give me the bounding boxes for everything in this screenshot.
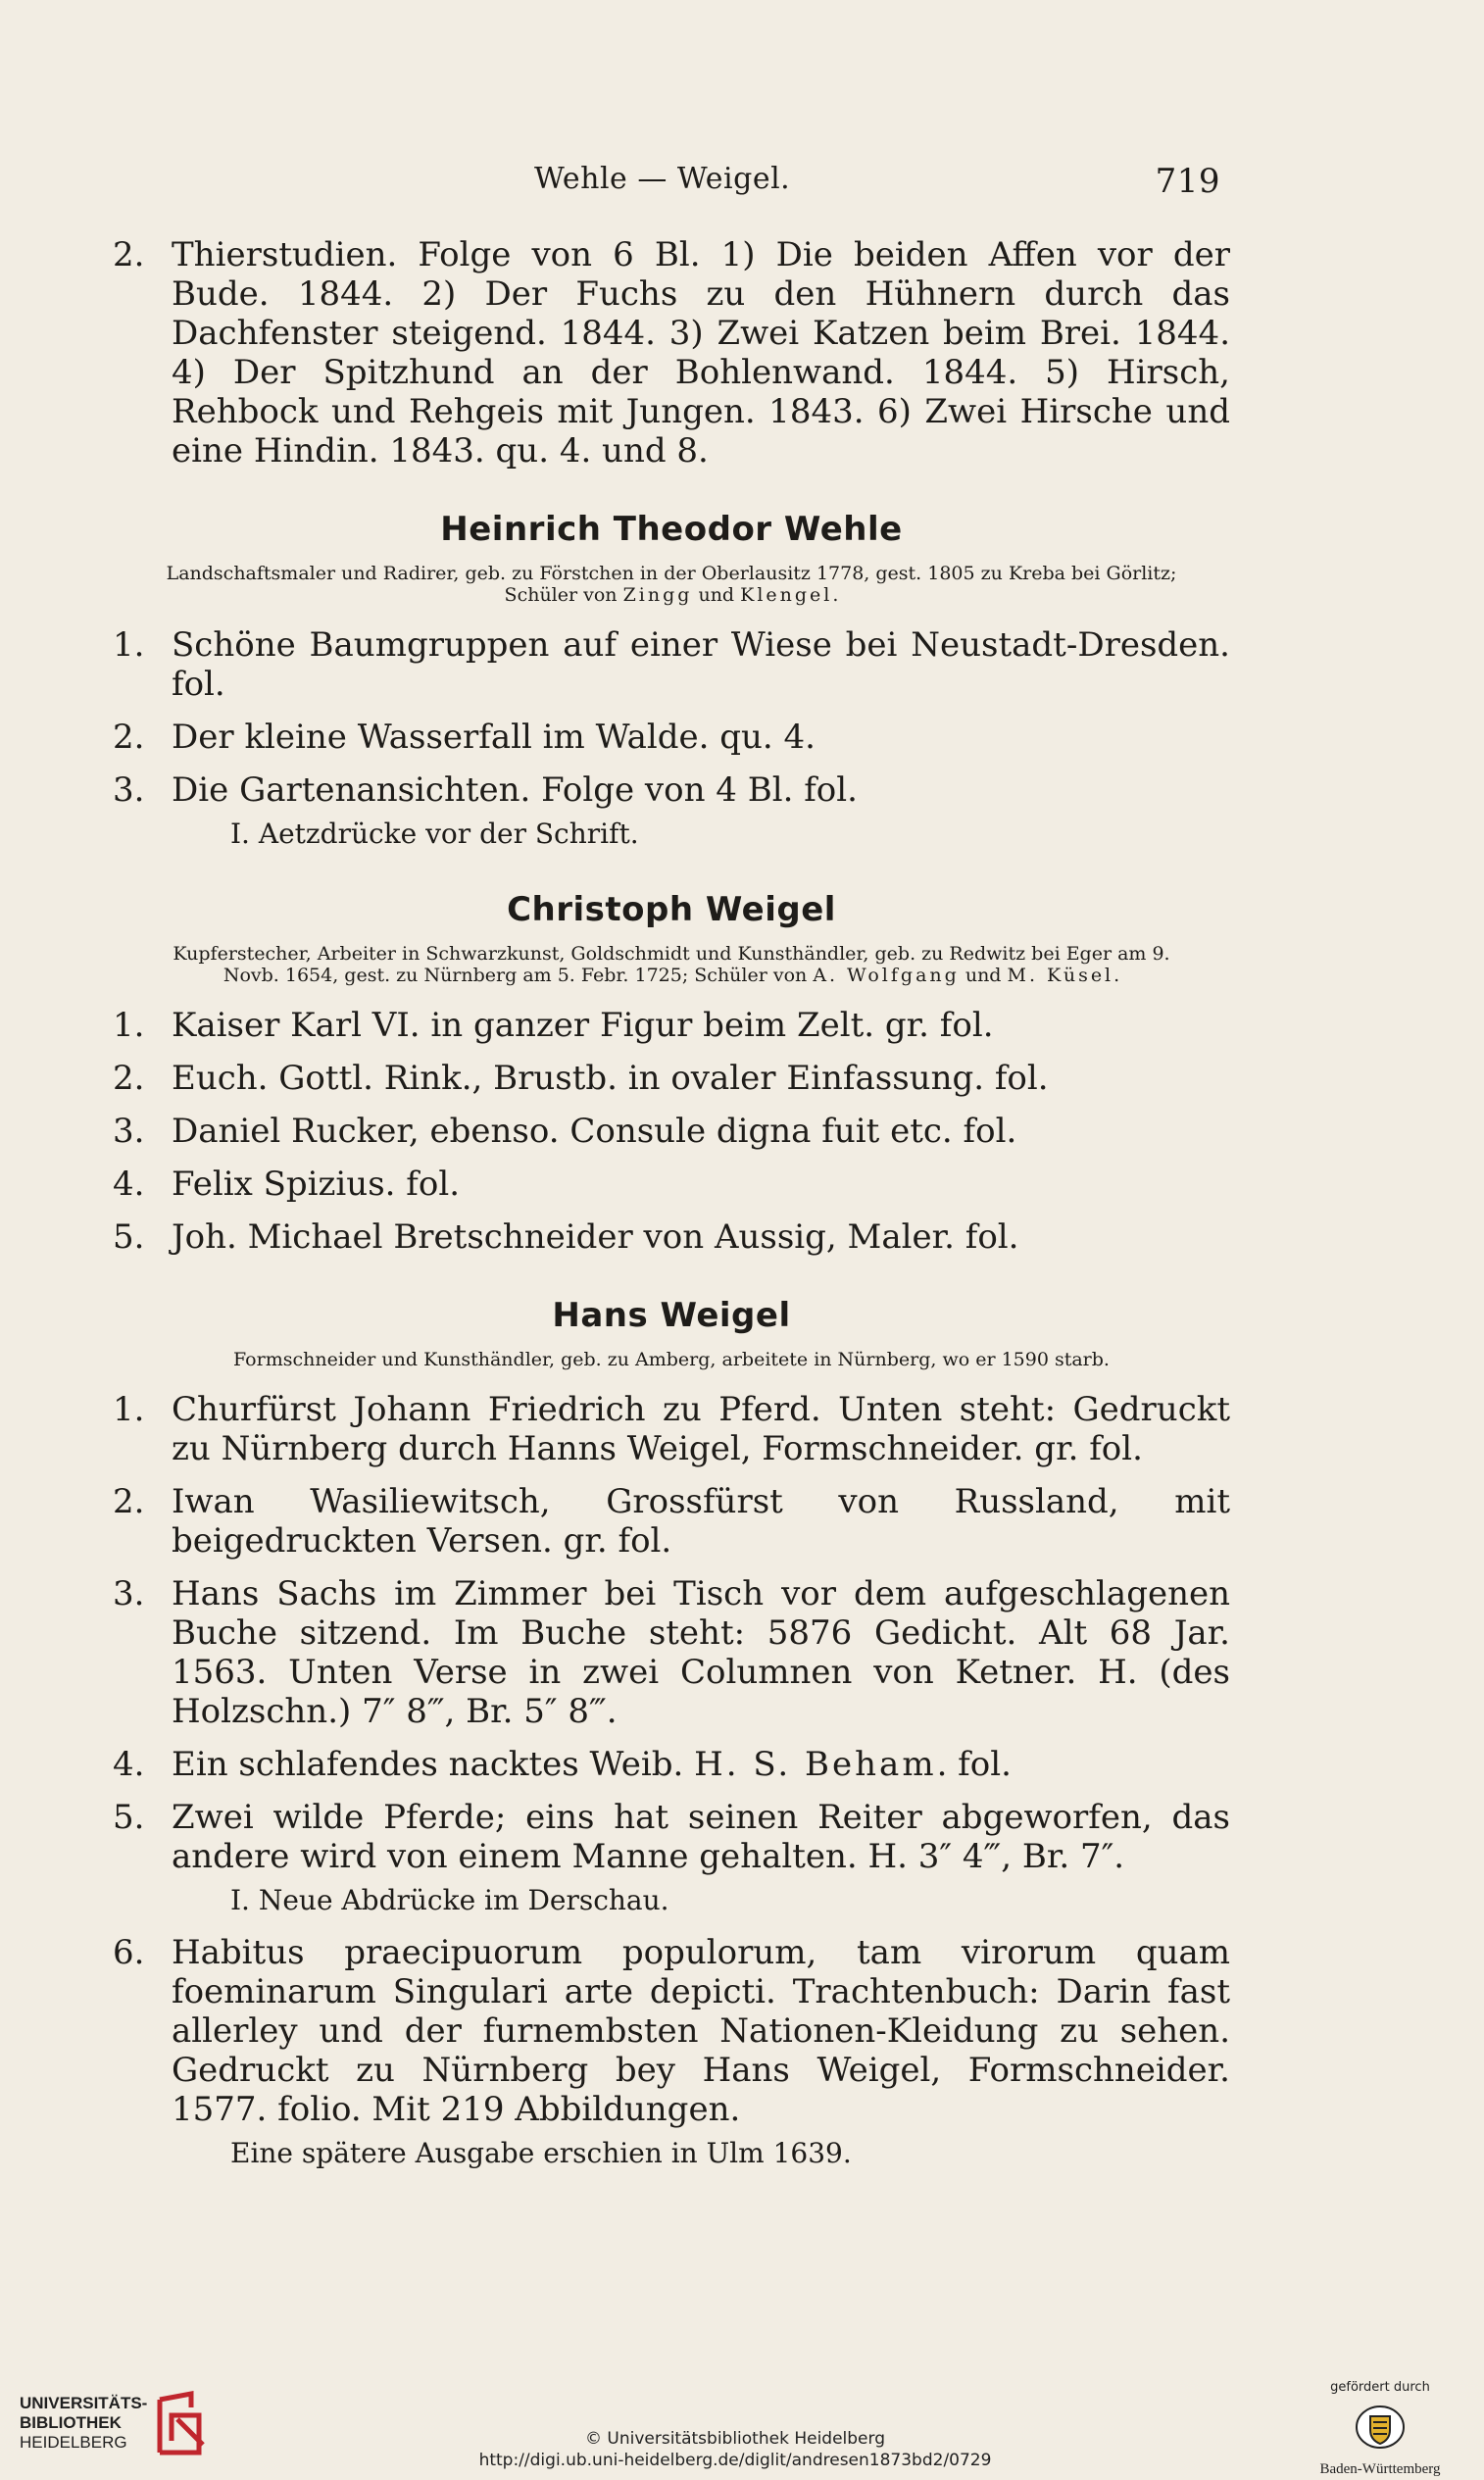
- item-text: Kaiser Karl VI. in ganzer Figur beim Zelt. gr. fol.: [172, 1006, 994, 1045]
- item-number: 3.: [113, 1574, 145, 1613]
- list-item: [113, 1745, 1230, 1784]
- item-number: 3.: [113, 770, 145, 810]
- copyright-text: © Universitätsbibliothek Heidelberg: [584, 2429, 885, 2449]
- footer-credit: [392, 2428, 1078, 2471]
- item-number: 4.: [113, 1745, 145, 1784]
- logo-line: BIBLIOTHEK: [20, 2413, 122, 2432]
- list-item: [113, 1059, 1230, 1098]
- bio-text: Landschaftsmaler und Radirer, geb. zu Förstchen in der Oberlausitz 1778, gest. 1805 zu Kreba bei Görlitz; Schüler von: [166, 563, 1177, 606]
- logo-line: UNIVERSITÄTS-: [20, 2394, 148, 2412]
- item-text-part: Ein schlafendes nacktes Weib.: [172, 1745, 695, 1784]
- list-item: [113, 235, 1230, 471]
- list-item: [113, 1165, 1230, 1204]
- list-item: [113, 1112, 1230, 1151]
- item-text: Iwan Wasiliewitsch, Grossfürst von Russland, mit beigedruckten Versen. gr. fol.: [172, 1482, 1230, 1561]
- funded-by-text: gefördert durch: [1330, 2380, 1430, 2395]
- artist-heading: Christoph Weigel: [507, 890, 836, 929]
- page-number: 719: [1155, 162, 1220, 201]
- item-number: 6.: [113, 1933, 145, 1972]
- bio-text: .: [1113, 965, 1120, 986]
- library-mark-icon: [152, 2390, 209, 2458]
- item-text: Euch. Gottl. Rink., Brustb. in ovaler Einfassung. fol.: [172, 1059, 1049, 1098]
- item-text: Schöne Baumgruppen auf einer Wiese bei Neustadt-Dresden. fol.: [172, 625, 1230, 704]
- item-number: 5.: [113, 1217, 145, 1257]
- list-item: [113, 1482, 1230, 1561]
- item-text: Churfürst Johann Friedrich zu Pferd. Unten steht: Gedruckt zu Nürnberg durch Hanns Weigel, Formschneider. gr. fol.: [172, 1390, 1230, 1468]
- item-text: Der kleine Wasserfall im Walde. qu. 4.: [172, 718, 816, 757]
- state-note: I. Neue Abdrücke im Derschau.: [230, 1884, 669, 1916]
- artist-heading: Hans Weigel: [552, 1296, 791, 1335]
- item-number: 1.: [113, 625, 145, 665]
- list-item: [113, 1006, 1230, 1045]
- item-text: Daniel Rucker, ebenso. Consule digna fuit etc. fol.: [172, 1112, 1017, 1151]
- state-note: I. Aetzdrücke vor der Schrift.: [230, 818, 639, 850]
- state-crest-icon: [1353, 2403, 1408, 2452]
- item-text: Thierstudien. Folge von 6 Bl. 1) Die beiden Affen vor der Bude. 1844. 2) Der Fuchs zu den Hühnern durch das Dachfenster steigend. 1844. 3) Zwei Katzen beim Brei. 1844. 4) Der Spitzhund an der Bohlenwand. 1844. 5) Hirsch, Rehbock und Rehgeis mit Jungen. 1843. 6) Zwei Hirsche und eine Hindin. 1843. qu. 4. und 8.: [172, 235, 1230, 471]
- funding-logo: [1292, 2380, 1468, 2478]
- item-text: Zwei wilde Pferde; eins hat seinen Reiter abgeworfen, das andere wird von einem Manne gehalten. H. 3″ 4‴, Br. 7″.: [172, 1798, 1230, 1876]
- library-logo: [20, 2394, 147, 2453]
- list-item: [113, 718, 1230, 757]
- item-number: 2.: [113, 1059, 145, 1098]
- item-number: 5.: [113, 1798, 145, 1837]
- list-item: [113, 1217, 1230, 1257]
- item-number: 2.: [113, 235, 145, 274]
- list-item: [113, 1574, 1230, 1731]
- bio-text: und: [692, 584, 741, 606]
- bio-teacher: Klengel: [740, 584, 833, 606]
- list-item: [113, 1390, 1230, 1468]
- item-text: Joh. Michael Bretschneider von Aussig, Maler. fol.: [172, 1217, 1019, 1257]
- bio-text: .: [832, 584, 839, 606]
- bio-teacher: Zingg: [622, 584, 693, 606]
- item-monogram: H. S. Beham: [694, 1745, 937, 1784]
- list-item: [113, 770, 1230, 810]
- bio-text: Kupferstecher, Arbeiter in Schwarzkunst, Goldschmidt und Kunsthändler, geb. zu Redwitz bei Eger am 9. Novb. 1654, gest. zu Nürnberg am 5. Febr. 1725; Schüler von: [173, 943, 1170, 986]
- item-text-part: . fol.: [936, 1745, 1012, 1784]
- artist-bio: Formschneider und Kunsthändler, geb. zu Amberg, arbeitete in Nürnberg, wo er 1590 starb.: [233, 1349, 1110, 1370]
- item-number: 1.: [113, 1006, 145, 1045]
- list-item: [113, 1798, 1230, 1876]
- item-text: Felix Spizius. fol.: [172, 1165, 460, 1204]
- list-item: [113, 1933, 1230, 2129]
- item-number: 4.: [113, 1165, 145, 1204]
- logo-line: HEIDELBERG: [20, 2433, 127, 2452]
- item-number: 2.: [113, 1482, 145, 1521]
- artist-bio: [152, 943, 1191, 986]
- bio-text: und: [959, 965, 1008, 986]
- item-number: 2.: [113, 718, 145, 757]
- page-body: [113, 235, 1230, 2186]
- item-number: 3.: [113, 1112, 145, 1151]
- state-name: Baden-Württemberg: [1319, 2461, 1441, 2477]
- item-text: Die Gartenansichten. Folge von 4 Bl. fol.: [172, 770, 858, 810]
- artist-bio: [152, 563, 1191, 606]
- edition-note: Eine spätere Ausgabe erschien in Ulm 1639.: [230, 2137, 852, 2169]
- bio-teacher: M. Küsel: [1007, 965, 1114, 986]
- item-text: Habitus praecipuorum populorum, tam virorum quam foeminarum Singulari arte depicti. Trachtenbuch: Darin fast allerley und der furnembsten Nationen-Kleidung zu sehen. Gedruckt zu Nürnberg bey Hans Weigel, Formschneider. 1577. folio. Mit 219 Abbildungen.: [172, 1933, 1230, 2129]
- item-text: [172, 1745, 1230, 1784]
- list-item: [113, 625, 1230, 704]
- artist-heading: Heinrich Theodor Wehle: [440, 510, 903, 549]
- header-title: Wehle — Weigel.: [534, 162, 791, 196]
- bio-teacher: A. Wolfgang: [813, 965, 960, 986]
- source-link[interactable]: http://digi.ub.uni-heidelberg.de/diglit/andresen1873bd2/0729: [478, 2451, 992, 2470]
- item-text: Hans Sachs im Zimmer bei Tisch vor dem aufgeschlagenen Buche sitzend. Im Buche steht: 5876 Gedicht. Alt 68 Jar. 1563. Unten Verse in zwei Columnen von Ketner. H. (des Holzschn.) 7″ 8‴, Br. 5″ 8‴.: [172, 1574, 1230, 1731]
- item-number: 1.: [113, 1390, 145, 1429]
